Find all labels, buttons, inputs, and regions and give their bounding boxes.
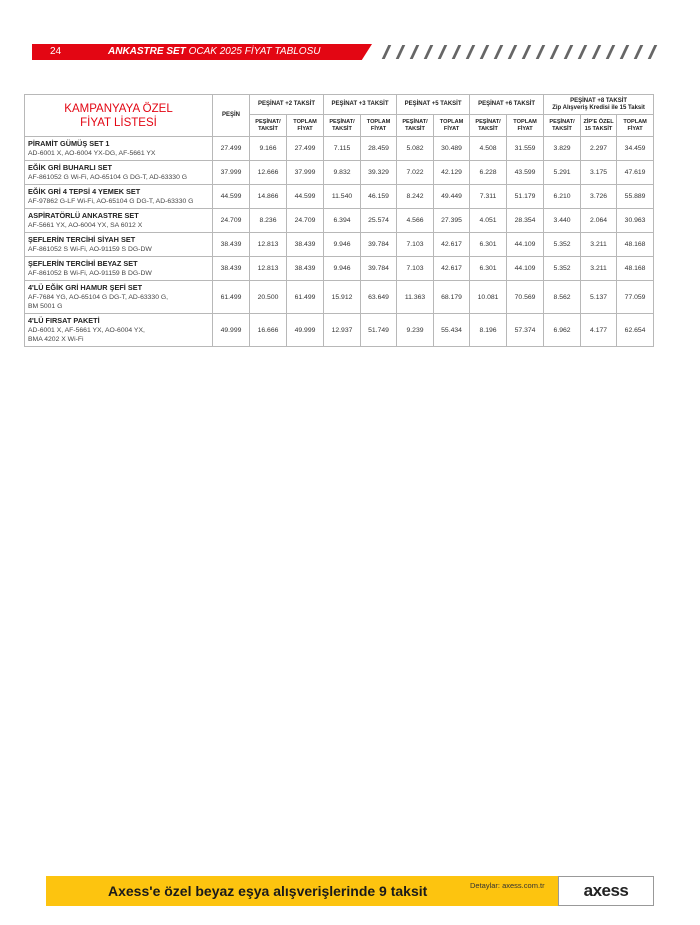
sub-header-toplam-fiyat: TOPLAM FİYAT [617, 115, 654, 137]
header-title-bold: ANKASTRE SET [108, 46, 186, 57]
price-cell: 3.211 [581, 233, 617, 257]
price-cell: 5.352 [544, 233, 581, 257]
col-group-3-taksit: PEŞİNAT +3 TAKSİT [324, 95, 397, 115]
axess-logo: axess [558, 876, 654, 906]
product-models: AF-861052 G Wi-Fi, AO-65104 G DG-T, AD-63330 G [28, 174, 188, 181]
table-row [25, 209, 654, 233]
price-cell: 25.574 [361, 209, 397, 233]
footer-promo-text: Axess'e özel beyaz eşya alışverişlerinde 9 taksit [108, 883, 428, 899]
price-cell: 46.159 [361, 185, 397, 209]
price-cell: 48.168 [617, 257, 654, 281]
price-cell: 55.889 [617, 185, 654, 209]
col-group-2-taksit: PEŞİNAT +2 TAKSİT [250, 95, 324, 115]
product-cell [25, 161, 213, 185]
table-row [25, 233, 654, 257]
price-cell: 62.654 [617, 314, 654, 347]
product-name: 4'LÜ EĞİK GRİ HAMUR ŞEFİ SET [28, 283, 143, 292]
sub-header-toplam-fiyat: TOPLAM FİYAT [361, 115, 397, 137]
price-cell: 15.912 [324, 281, 361, 314]
product-cell [25, 185, 213, 209]
product-models: AF-97862 G-LF Wi-Fi, AO-65104 G DG-T, AD-63330 G [28, 198, 194, 205]
price-cell: 4.177 [581, 314, 617, 347]
price-cell: 39.329 [361, 161, 397, 185]
price-cell: 39.784 [361, 257, 397, 281]
price-cell: 3.440 [544, 209, 581, 233]
price-cell: 49.999 [213, 314, 250, 347]
sub-header-pesinat-taksit: PEŞİNAT/ TAKSİT [324, 115, 361, 137]
product-models: AD-6001 X, AO-6004 YX-DG, AF-5661 YX [28, 150, 156, 157]
product-cell [25, 281, 213, 314]
product-name: ŞEFLERİN TERCİHİ BEYAZ SET [28, 259, 138, 268]
price-cell: 42.129 [434, 161, 470, 185]
price-cell: 8.242 [397, 185, 434, 209]
price-cell: 51.179 [507, 185, 544, 209]
price-cell: 12.666 [250, 161, 287, 185]
product-models: BMA 4202 X Wi-Fi [28, 336, 84, 343]
price-cell: 6.301 [470, 233, 507, 257]
price-cell: 2.064 [581, 209, 617, 233]
price-cell: 44.109 [507, 233, 544, 257]
footer-banner [46, 876, 654, 906]
price-cell: 49.999 [287, 314, 324, 347]
header-title [108, 46, 320, 57]
price-cell: 2.297 [581, 137, 617, 161]
price-cell: 48.168 [617, 233, 654, 257]
col-group-6-taksit: PEŞİNAT +6 TAKSİT [470, 95, 544, 115]
table-row [25, 185, 654, 209]
price-cell: 70.569 [507, 281, 544, 314]
price-cell: 5.291 [544, 161, 581, 185]
price-cell: 42.617 [434, 233, 470, 257]
price-cell: 5.137 [581, 281, 617, 314]
sub-header-pesinat-taksit: PEŞİNAT/ TAKSİT [250, 115, 287, 137]
price-cell: 12.813 [250, 233, 287, 257]
price-cell: 28.459 [361, 137, 397, 161]
price-cell: 38.439 [213, 233, 250, 257]
price-cell: 61.499 [213, 281, 250, 314]
price-cell: 8.196 [470, 314, 507, 347]
page-number: 24 [50, 46, 62, 57]
price-cell: 4.566 [397, 209, 434, 233]
product-name: EĞİK GRİ 4 TEPSİ 4 YEMEK SET [28, 187, 141, 196]
price-cell: 51.749 [361, 314, 397, 347]
sub-header-zip-15-taksit: ZİP'E ÖZEL 15 TAKSİT [581, 115, 617, 137]
price-cell: 20.500 [250, 281, 287, 314]
price-cell: 9.946 [324, 257, 361, 281]
price-cell: 39.784 [361, 233, 397, 257]
price-cell: 38.439 [287, 233, 324, 257]
price-cell: 9.946 [324, 233, 361, 257]
price-cell: 77.059 [617, 281, 654, 314]
product-name: 4'LÜ FIRSAT PAKETİ [28, 316, 100, 325]
price-cell: 7.103 [397, 233, 434, 257]
table-row [25, 161, 654, 185]
table-title: KAMPANYAYA ÖZEL FİYAT LİSTESİ [25, 95, 213, 137]
price-cell: 27.499 [213, 137, 250, 161]
price-cell: 42.617 [434, 257, 470, 281]
product-models: AF-861052 S Wi-Fi, AO-91159 S DG-DW [28, 246, 152, 253]
price-cell: 6.301 [470, 257, 507, 281]
price-cell: 27.499 [287, 137, 324, 161]
price-cell: 63.649 [361, 281, 397, 314]
price-cell: 6.210 [544, 185, 581, 209]
table-row [25, 137, 654, 161]
price-cell: 27.395 [434, 209, 470, 233]
table-row [25, 314, 654, 347]
product-name: PİRAMİT GÜMÜŞ SET 1 [28, 139, 110, 148]
price-cell: 38.439 [287, 257, 324, 281]
price-cell: 12.937 [324, 314, 361, 347]
price-cell: 7.022 [397, 161, 434, 185]
product-models: BM 5001 G [28, 303, 63, 310]
price-cell: 12.813 [250, 257, 287, 281]
price-cell: 5.352 [544, 257, 581, 281]
product-cell [25, 137, 213, 161]
price-cell: 30.963 [617, 209, 654, 233]
price-cell: 7.103 [397, 257, 434, 281]
price-cell: 10.081 [470, 281, 507, 314]
col-header-pesin: PEŞİN [213, 95, 250, 137]
price-cell: 44.599 [287, 185, 324, 209]
price-cell: 55.434 [434, 314, 470, 347]
col-group-5-taksit: PEŞİNAT +5 TAKSİT [397, 95, 470, 115]
price-cell: 6.962 [544, 314, 581, 347]
price-cell: 34.459 [617, 137, 654, 161]
price-cell: 38.439 [213, 257, 250, 281]
product-cell [25, 233, 213, 257]
header-title-light: OCAK 2025 FİYAT TABLOSU [188, 46, 321, 57]
price-cell: 9.166 [250, 137, 287, 161]
price-cell: 31.559 [507, 137, 544, 161]
price-table [24, 94, 654, 347]
price-cell: 8.562 [544, 281, 581, 314]
product-name: EĞİK GRİ BUHARLI SET [28, 163, 112, 172]
product-cell [25, 209, 213, 233]
sub-header-toplam-fiyat: TOPLAM FİYAT [287, 115, 324, 137]
price-cell: 68.179 [434, 281, 470, 314]
product-name: ŞEFLERİN TERCİHİ SİYAH SET [28, 235, 136, 244]
price-cell: 44.599 [213, 185, 250, 209]
price-cell: 9.832 [324, 161, 361, 185]
price-cell: 43.599 [507, 161, 544, 185]
price-cell: 9.239 [397, 314, 434, 347]
price-cell: 24.709 [287, 209, 324, 233]
header-stripes [382, 45, 672, 59]
price-cell: 14.866 [250, 185, 287, 209]
product-cell [25, 314, 213, 347]
price-cell: 3.829 [544, 137, 581, 161]
price-cell: 37.999 [213, 161, 250, 185]
price-cell: 7.311 [470, 185, 507, 209]
price-cell: 11.540 [324, 185, 361, 209]
sub-header-pesinat-taksit: PEŞİNAT/ TAKSİT [397, 115, 434, 137]
price-cell: 49.449 [434, 185, 470, 209]
sub-header-toplam-fiyat: TOPLAM FİYAT [507, 115, 544, 137]
price-cell: 3.211 [581, 257, 617, 281]
page-header [0, 44, 700, 62]
price-cell: 4.051 [470, 209, 507, 233]
product-models: AF-7684 YG, AO-65104 G DG-T, AD-63330 G, [28, 294, 169, 301]
price-cell: 24.709 [213, 209, 250, 233]
sub-header-pesinat-taksit: PEŞİNAT/ TAKSİT [544, 115, 581, 137]
price-cell: 3.175 [581, 161, 617, 185]
product-models: AF-5661 YX, AO-6004 YX, SA 6012 X [28, 222, 143, 229]
price-cell: 57.374 [507, 314, 544, 347]
price-cell: 28.354 [507, 209, 544, 233]
price-cell: 8.236 [250, 209, 287, 233]
col-group-8-taksit: PEŞİNAT +8 TAKSİT Zip Alışveriş Kredisi ile 15 Taksit [544, 95, 654, 115]
product-models: AF-861052 B Wi-Fi, AO-91159 B DG-DW [28, 270, 152, 277]
product-name: ASPİRATÖRLÜ ANKASTRE SET [28, 211, 139, 220]
table-row [25, 257, 654, 281]
table-body [25, 137, 654, 347]
product-models: AD-6001 X, AF-5661 YX, AO-6004 YX, [28, 327, 145, 334]
price-cell: 3.726 [581, 185, 617, 209]
price-cell: 16.666 [250, 314, 287, 347]
price-cell: 4.508 [470, 137, 507, 161]
table-row [25, 281, 654, 314]
price-cell: 47.619 [617, 161, 654, 185]
price-cell: 5.082 [397, 137, 434, 161]
sub-header-pesinat-taksit: PEŞİNAT/ TAKSİT [470, 115, 507, 137]
price-cell: 7.115 [324, 137, 361, 161]
price-cell: 44.109 [507, 257, 544, 281]
price-cell: 11.363 [397, 281, 434, 314]
price-cell: 61.499 [287, 281, 324, 314]
footer-detail-link[interactable]: Detaylar: axess.com.tr [470, 881, 545, 890]
price-cell: 30.489 [434, 137, 470, 161]
product-cell [25, 257, 213, 281]
sub-header-toplam-fiyat: TOPLAM FİYAT [434, 115, 470, 137]
price-cell: 37.999 [287, 161, 324, 185]
price-cell: 6.228 [470, 161, 507, 185]
price-cell: 6.394 [324, 209, 361, 233]
